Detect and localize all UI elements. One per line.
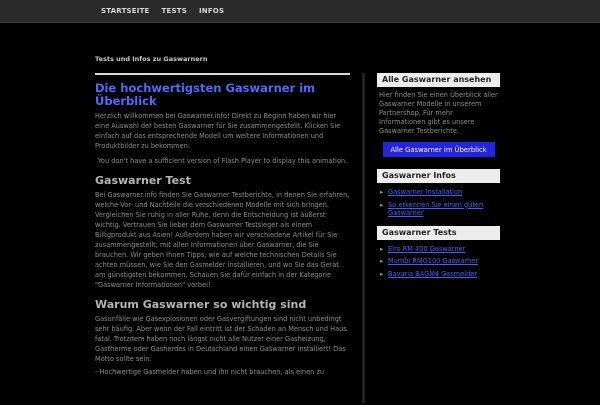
nav-items bbox=[95, 0, 230, 22]
nav-item-startseite[interactable]: STARTSEITE bbox=[101, 7, 150, 15]
column-divider bbox=[362, 73, 365, 403]
section-text-test: Bei Gaswarner.info finden Sie Gaswarner Testberichte, in denen Sie erfahren, welche Vor- und Nachteile die verschiedenen Modelle mit sich bringen. Vergleichen Sie ruhig in aller Ruhe, denn die Entscheidung ist äußerst wichtig. Vertrauen Sie lieber dem Gaswarner Testsieger als einem Billigprodukt aus Asien! Außerdem haben wir verschiedene Artikel für Sie zusammengestellt, mit allen Informationen über Gaswarner, die Sie brauchen. Wir geben Ihnen Tipps, wie auf welche technischen Details Sie achten müssen, wie Sie den Gasmelder installieren, und wo Sie das Gerät am günstigsten bekommen. Schauen Sie dafür einfach in der Kategorie "Gaswarner Informationen" vorbei! bbox=[95, 191, 350, 289]
sidebar bbox=[377, 73, 500, 286]
test-link-bavaria[interactable]: Bavaria BAGM4 Gasmelder bbox=[388, 269, 478, 278]
list-item bbox=[380, 257, 500, 266]
intro-text: Herzlich willkommen bei Gaswarner.info! Direkt zu Beginn haben wir hier eine Auswahl der besten Gaswarner für Sie zusammengestellt. Klicken Sie einfach auf das entsprechende Modell um weitere Informationen und Produktbilder zu bekommen: bbox=[95, 112, 341, 150]
list-item bbox=[380, 245, 500, 254]
site-tagline: Tests und Infos zu Gaswarnern bbox=[95, 55, 208, 63]
infos-list bbox=[377, 188, 500, 218]
nav-item-infos[interactable]: INFOS bbox=[198, 7, 225, 15]
section-title-test: Gaswarner Test bbox=[95, 174, 191, 187]
top-navigation bbox=[0, 0, 600, 23]
sidebar-heading-infos: Gaswarner Infos bbox=[377, 169, 500, 183]
sidebar-heading-alle: Alle Gaswarner ansehen bbox=[377, 73, 500, 87]
section-text-warum: Gasunfälle wie Gasexplosionen oder Gasvergiftungen sind nicht unbedingt sehr häufig. Aber wenn der Fall eintritt ist der Schaden an Mensch und Haus fatal. Trotzdem haben noch längst nicht alle Nutzer einer Gasheizung, Gastherme oder Gasherdes in Deutschland einen Gaswarner installiert! Das Motto sollte sein: bbox=[95, 315, 347, 363]
list-item bbox=[380, 201, 500, 218]
tests-list bbox=[377, 245, 500, 279]
nav-item-tests[interactable]: TESTS bbox=[161, 7, 187, 15]
info-link-erkennen[interactable]: So erkennen Sie einen guten Gaswarner bbox=[388, 200, 484, 217]
page-title: Die hochwertigsten Gaswarner im Überblick bbox=[95, 81, 316, 108]
sidebar-text-alle: Hier finden Sie einen Überblick aller Gaswarner Modelle in unserem Partnershop. Für mehr Informationen gibt es unsere Gaswarner Testberichte. bbox=[379, 91, 498, 135]
section-text-warum-more: - Hochwertige Gasmelder haben und ihn nicht brauchen, als einen zu bbox=[95, 368, 325, 376]
flash-notice: You don't have a sufficient version of Flash Player to display this animation. bbox=[97, 157, 348, 165]
all-gaswarner-button[interactable]: Alle Gaswarner im Überblick bbox=[383, 142, 495, 157]
test-link-mumbi[interactable]: Mumbi RMG100 Gaswarner bbox=[388, 257, 479, 265]
list-item bbox=[380, 270, 500, 279]
list-item bbox=[380, 188, 500, 197]
test-link-elro[interactable]: Elro RM 400 Gaswarner bbox=[388, 244, 466, 253]
info-link-installation[interactable]: Gaswarner Installation bbox=[388, 188, 463, 196]
section-title-warum: Warum Gaswarner so wichtig sind bbox=[95, 298, 307, 311]
sidebar-heading-tests: Gaswarner Tests bbox=[377, 226, 500, 240]
main-content bbox=[95, 73, 350, 405]
